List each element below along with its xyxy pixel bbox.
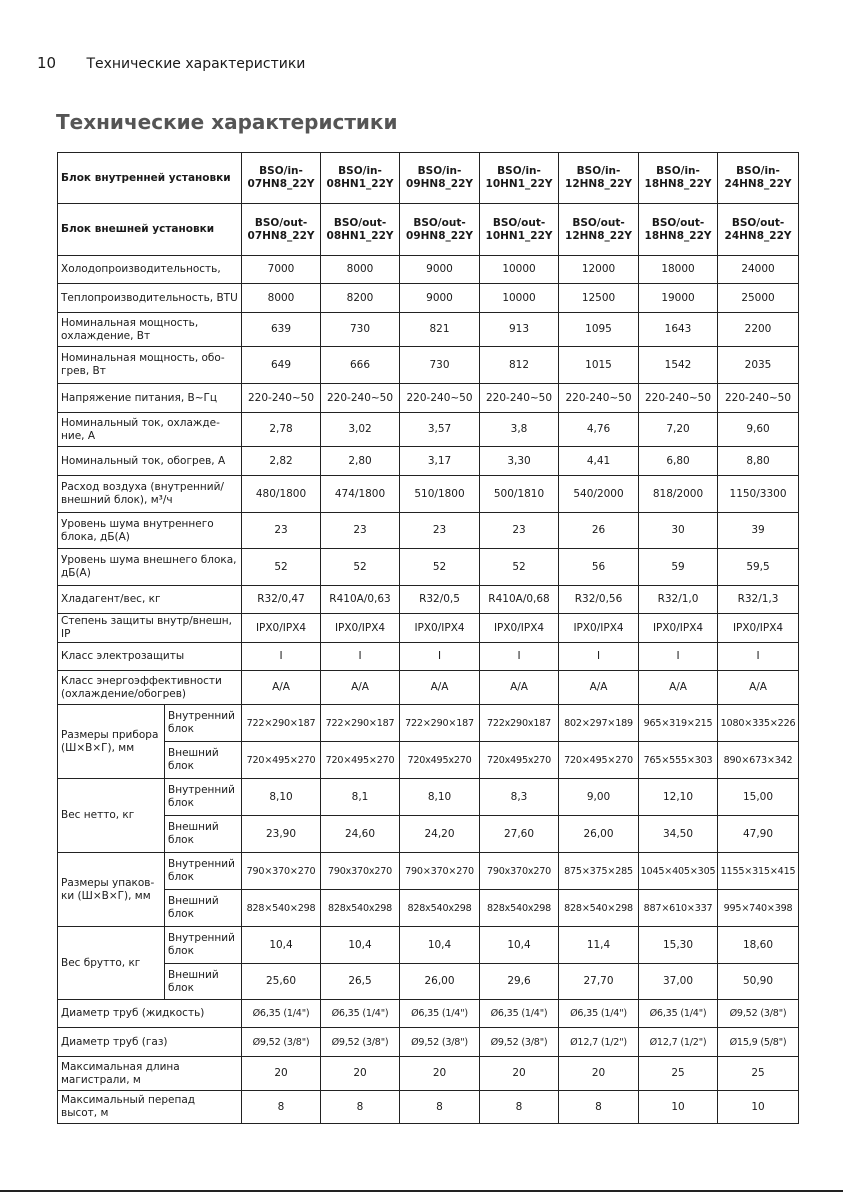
value-cell: 220-240~50 (242, 384, 321, 413)
value-cell: 828×540×298 (559, 890, 639, 927)
group-label: Вес нетто, кг (58, 779, 165, 853)
indoor-model-cell: BSO/in- 09HN8_22Y (400, 153, 480, 204)
value-cell: 220-240~50 (639, 384, 718, 413)
outdoor-model-cell: BSO/out- 12HN8_22Y (559, 204, 639, 256)
value-cell: 9000 (400, 256, 480, 284)
value-cell: 8,1 (321, 779, 400, 816)
value-cell: IPX0/IPX4 (559, 614, 639, 643)
group-row-outdoor (58, 816, 799, 853)
value-cell: 639 (242, 313, 321, 347)
value-cell: 25 (718, 1057, 799, 1091)
value-cell: 828×540×298 (242, 890, 321, 927)
spec-label: Уровень шума внешнего блока, дБ(А) (58, 549, 242, 586)
value-cell: 26,5 (321, 964, 400, 1000)
indoor-model-cell: BSO/in- 24HN8_22Y (718, 153, 799, 204)
value-cell: 8 (242, 1091, 321, 1124)
spec-label: Уровень шума внутреннего блока, дБ(А) (58, 513, 242, 549)
spec-label: Номинальная мощность, охлаждение, Вт (58, 313, 242, 347)
value-cell: 8,10 (400, 779, 480, 816)
value-cell: 828х540х298 (480, 890, 559, 927)
value-cell: 1150/3300 (718, 476, 799, 513)
value-cell: Ø12,7 (1/2") (639, 1028, 718, 1057)
spec-row (58, 384, 799, 413)
group-label: Вес брутто, кг (58, 927, 165, 1000)
value-cell: 9,60 (718, 413, 799, 447)
value-cell: I (639, 643, 718, 671)
value-cell: A/A (242, 671, 321, 705)
spec-label: Номинальный ток, обогрев, А (58, 447, 242, 476)
value-cell: 790х370х270 (480, 853, 559, 890)
value-cell: 9000 (400, 284, 480, 313)
value-cell: 47,90 (718, 816, 799, 853)
value-cell: Ø6,35 (1/4") (559, 1000, 639, 1028)
value-cell: 220-240~50 (718, 384, 799, 413)
value-cell: 10 (639, 1091, 718, 1124)
value-cell: 11,4 (559, 927, 639, 964)
value-cell: 3,02 (321, 413, 400, 447)
value-cell: 20 (400, 1057, 480, 1091)
spec-row (58, 447, 799, 476)
spec-label: Номинальный ток, охлажде- ние, А (58, 413, 242, 447)
indoor-model-cell: BSO/in- 07HN8_22Y (242, 153, 321, 204)
value-cell: 19000 (639, 284, 718, 313)
value-cell: IPX0/IPX4 (480, 614, 559, 643)
value-cell: 3,30 (480, 447, 559, 476)
value-cell: Ø15,9 (5/8") (718, 1028, 799, 1057)
spec-label: Хладагент/вес, кг (58, 586, 242, 614)
value-cell: Ø6,35 (1/4") (321, 1000, 400, 1028)
value-cell: A/A (400, 671, 480, 705)
spec-row (58, 1091, 799, 1124)
spec-label: Холодопроизводительность, (58, 256, 242, 284)
value-cell: 1095 (559, 313, 639, 347)
indoor-model-cell: BSO/in- 18HN8_22Y (639, 153, 718, 204)
indoor-unit-label: Блок внутренней установки (58, 153, 242, 204)
spec-label: Расход воздуха (внутренний/ внешний блок), м³/ч (58, 476, 242, 513)
value-cell: I (480, 643, 559, 671)
spec-row (58, 476, 799, 513)
value-cell: 10,4 (242, 927, 321, 964)
sub-label-outdoor: Внешний блок (165, 742, 242, 779)
value-cell: Ø6,35 (1/4") (639, 1000, 718, 1028)
sub-label-outdoor: Внешний блок (165, 964, 242, 1000)
value-cell: 995×740×398 (718, 890, 799, 927)
value-cell: 10000 (480, 284, 559, 313)
value-cell: 500/1810 (480, 476, 559, 513)
value-cell: I (718, 643, 799, 671)
spec-row (58, 1028, 799, 1057)
spec-label: Класс энергоэффективности (охлаждение/обогрев) (58, 671, 242, 705)
value-cell: R410A/0,68 (480, 586, 559, 614)
value-cell: IPX0/IPX4 (400, 614, 480, 643)
value-cell: 10,4 (480, 927, 559, 964)
section-name: Технические характеристики (86, 56, 306, 72)
value-cell: I (321, 643, 400, 671)
spec-label: Степень защиты внутр/внешн, IP (58, 614, 242, 643)
spec-row (58, 256, 799, 284)
value-cell: 56 (559, 549, 639, 586)
value-cell: 8,3 (480, 779, 559, 816)
outdoor-unit-label: Блок внешней установки (58, 204, 242, 256)
value-cell: 474/1800 (321, 476, 400, 513)
value-cell: 8 (321, 1091, 400, 1124)
value-cell: IPX0/IPX4 (321, 614, 400, 643)
value-cell: 20 (559, 1057, 639, 1091)
page-header (37, 54, 305, 72)
value-cell: 9,00 (559, 779, 639, 816)
value-cell: 8 (480, 1091, 559, 1124)
value-cell: IPX0/IPX4 (242, 614, 321, 643)
value-cell: 23,90 (242, 816, 321, 853)
value-cell: 828х540х298 (400, 890, 480, 927)
value-cell: 8 (559, 1091, 639, 1124)
value-cell: 220-240~50 (321, 384, 400, 413)
group-label: Размеры упаков- ки (Ш×В×Г), мм (58, 853, 165, 927)
value-cell: 2200 (718, 313, 799, 347)
spec-label: Максимальный перепад высот, м (58, 1091, 242, 1124)
value-cell: 1080×335×226 (718, 705, 799, 742)
sub-label-outdoor: Внешний блок (165, 816, 242, 853)
value-cell: 821 (400, 313, 480, 347)
value-cell: 52 (321, 549, 400, 586)
value-cell: I (242, 643, 321, 671)
value-cell: 730 (321, 313, 400, 347)
spec-row (58, 586, 799, 614)
value-cell: A/A (321, 671, 400, 705)
value-cell: 25 (639, 1057, 718, 1091)
value-cell: 12,10 (639, 779, 718, 816)
value-cell: 480/1800 (242, 476, 321, 513)
value-cell: Ø6,35 (1/4") (480, 1000, 559, 1028)
value-cell: 8,80 (718, 447, 799, 476)
value-cell: 7,20 (639, 413, 718, 447)
value-cell: 3,17 (400, 447, 480, 476)
indoor-model-cell: BSO/in- 10HN1_22Y (480, 153, 559, 204)
spec-row (58, 284, 799, 313)
outdoor-model-cell: BSO/out- 09HN8_22Y (400, 204, 480, 256)
value-cell: 26,00 (559, 816, 639, 853)
value-cell: 220-240~50 (559, 384, 639, 413)
sub-label-indoor: Внутренний блок (165, 705, 242, 742)
value-cell: 2,82 (242, 447, 321, 476)
value-cell: Ø9,52 (3/8") (480, 1028, 559, 1057)
value-cell: 720×495×270 (559, 742, 639, 779)
value-cell: 10000 (480, 256, 559, 284)
value-cell: 802×297×189 (559, 705, 639, 742)
value-cell: 25000 (718, 284, 799, 313)
value-cell: 2,78 (242, 413, 321, 447)
spec-row (58, 347, 799, 384)
group-label: Размеры прибора (Ш×В×Г), мм (58, 705, 165, 779)
value-cell: 3,8 (480, 413, 559, 447)
value-cell: 59,5 (718, 549, 799, 586)
value-cell: 790×370×270 (400, 853, 480, 890)
group-row-outdoor (58, 890, 799, 927)
value-cell: 20 (480, 1057, 559, 1091)
value-cell: 722х290х187 (480, 705, 559, 742)
value-cell: 1155×315×415 (718, 853, 799, 890)
value-cell: 887×610×337 (639, 890, 718, 927)
group-row-indoor (58, 779, 799, 816)
spec-label: Номинальная мощность, обо- грев, Вт (58, 347, 242, 384)
spec-row (58, 671, 799, 705)
value-cell: 18,60 (718, 927, 799, 964)
value-cell: 666 (321, 347, 400, 384)
spec-row (58, 1000, 799, 1028)
outdoor-model-cell: BSO/out- 07HN8_22Y (242, 204, 321, 256)
value-cell: Ø9,52 (3/8") (321, 1028, 400, 1057)
value-cell: R32/1,3 (718, 586, 799, 614)
spec-row (58, 413, 799, 447)
value-cell: 875×375×285 (559, 853, 639, 890)
value-cell: 25,60 (242, 964, 321, 1000)
value-cell: 2,80 (321, 447, 400, 476)
outdoor-model-cell: BSO/out- 18HN8_22Y (639, 204, 718, 256)
spec-row (58, 1057, 799, 1091)
value-cell: 10,4 (400, 927, 480, 964)
value-cell: 12000 (559, 256, 639, 284)
value-cell: A/A (559, 671, 639, 705)
value-cell: 26,00 (400, 964, 480, 1000)
value-cell: 790х370х270 (321, 853, 400, 890)
value-cell: 8,10 (242, 779, 321, 816)
value-cell: Ø9,52 (3/8") (242, 1028, 321, 1057)
value-cell: 37,00 (639, 964, 718, 1000)
value-cell: 965×319×215 (639, 705, 718, 742)
value-cell: 34,50 (639, 816, 718, 853)
value-cell: 7000 (242, 256, 321, 284)
value-cell: 1542 (639, 347, 718, 384)
group-row-indoor (58, 853, 799, 890)
group-row-outdoor (58, 964, 799, 1000)
value-cell: 722×290×187 (242, 705, 321, 742)
value-cell: 15,30 (639, 927, 718, 964)
value-cell: 8 (400, 1091, 480, 1124)
group-row-indoor (58, 705, 799, 742)
value-cell: 30 (639, 513, 718, 549)
value-cell: Ø9,52 (3/8") (718, 1000, 799, 1028)
value-cell: 12500 (559, 284, 639, 313)
value-cell: 27,60 (480, 816, 559, 853)
sub-label-indoor: Внутренний блок (165, 853, 242, 890)
value-cell: 15,00 (718, 779, 799, 816)
value-cell: 20 (242, 1057, 321, 1091)
value-cell: IPX0/IPX4 (718, 614, 799, 643)
outdoor-model-cell: BSO/out- 24HN8_22Y (718, 204, 799, 256)
value-cell: 50,90 (718, 964, 799, 1000)
spec-row (58, 313, 799, 347)
value-cell: Ø6,35 (1/4") (242, 1000, 321, 1028)
value-cell: 4,41 (559, 447, 639, 476)
value-cell: 720х495х270 (480, 742, 559, 779)
value-cell: Ø12,7 (1/2") (559, 1028, 639, 1057)
sub-label-indoor: Внутренний блок (165, 927, 242, 964)
value-cell: 27,70 (559, 964, 639, 1000)
value-cell: A/A (480, 671, 559, 705)
value-cell: 23 (242, 513, 321, 549)
value-cell: 23 (480, 513, 559, 549)
value-cell: 649 (242, 347, 321, 384)
value-cell: 8000 (321, 256, 400, 284)
value-cell: 220-240~50 (480, 384, 559, 413)
value-cell: 720×495×270 (242, 742, 321, 779)
value-cell: 24,60 (321, 816, 400, 853)
value-cell: 720х495х270 (400, 742, 480, 779)
value-cell: 790×370×270 (242, 853, 321, 890)
value-cell: 510/1800 (400, 476, 480, 513)
spec-label: Максимальная длина магистрали, м (58, 1057, 242, 1091)
value-cell: 722×290×187 (400, 705, 480, 742)
value-cell: R410A/0,63 (321, 586, 400, 614)
value-cell: 812 (480, 347, 559, 384)
value-cell: 52 (242, 549, 321, 586)
value-cell: 10,4 (321, 927, 400, 964)
value-cell: 1015 (559, 347, 639, 384)
value-cell: IPX0/IPX4 (639, 614, 718, 643)
value-cell: 828х540х298 (321, 890, 400, 927)
spec-row (58, 643, 799, 671)
value-cell: 765×555×303 (639, 742, 718, 779)
page-title: Технические характеристики (56, 110, 398, 134)
value-cell: A/A (639, 671, 718, 705)
outdoor-model-cell: BSO/out- 10HN1_22Y (480, 204, 559, 256)
group-row-outdoor (58, 742, 799, 779)
value-cell: 4,76 (559, 413, 639, 447)
outdoor-model-cell: BSO/out- 08HN1_22Y (321, 204, 400, 256)
value-cell: 29,6 (480, 964, 559, 1000)
spec-row (58, 614, 799, 643)
value-cell: 890×673×342 (718, 742, 799, 779)
value-cell: 1045×405×305 (639, 853, 718, 890)
value-cell: 18000 (639, 256, 718, 284)
value-cell: R32/0,5 (400, 586, 480, 614)
sub-label-indoor: Внутренний блок (165, 779, 242, 816)
value-cell: 913 (480, 313, 559, 347)
value-cell: Ø9,52 (3/8") (400, 1028, 480, 1057)
value-cell: 39 (718, 513, 799, 549)
spec-label: Диаметр труб (газ) (58, 1028, 242, 1057)
value-cell: 23 (400, 513, 480, 549)
value-cell: 730 (400, 347, 480, 384)
value-cell: 1643 (639, 313, 718, 347)
spec-label: Напряжение питания, В~Гц (58, 384, 242, 413)
spec-label: Диаметр труб (жидкость) (58, 1000, 242, 1028)
indoor-model-row (58, 153, 799, 204)
value-cell: 8000 (242, 284, 321, 313)
value-cell: 2035 (718, 347, 799, 384)
value-cell: 6,80 (639, 447, 718, 476)
value-cell: 3,57 (400, 413, 480, 447)
indoor-model-cell: BSO/in- 08HN1_22Y (321, 153, 400, 204)
value-cell: R32/1,0 (639, 586, 718, 614)
value-cell: 24000 (718, 256, 799, 284)
value-cell: R32/0,56 (559, 586, 639, 614)
spec-label: Класс электрозащиты (58, 643, 242, 671)
value-cell: I (400, 643, 480, 671)
value-cell: 722×290×187 (321, 705, 400, 742)
value-cell: Ø6,35 (1/4") (400, 1000, 480, 1028)
value-cell: 818/2000 (639, 476, 718, 513)
outdoor-model-row (58, 204, 799, 256)
specifications-table (57, 152, 799, 1124)
value-cell: 24,20 (400, 816, 480, 853)
value-cell: 540/2000 (559, 476, 639, 513)
value-cell: 52 (400, 549, 480, 586)
value-cell: 26 (559, 513, 639, 549)
value-cell: 59 (639, 549, 718, 586)
indoor-model-cell: BSO/in- 12HN8_22Y (559, 153, 639, 204)
value-cell: 10 (718, 1091, 799, 1124)
value-cell: 23 (321, 513, 400, 549)
value-cell: 720×495×270 (321, 742, 400, 779)
value-cell: I (559, 643, 639, 671)
page-number: 10 (37, 54, 57, 72)
spec-row (58, 513, 799, 549)
value-cell: 20 (321, 1057, 400, 1091)
value-cell: A/A (718, 671, 799, 705)
group-row-indoor (58, 927, 799, 964)
sub-label-outdoor: Внешний блок (165, 890, 242, 927)
value-cell: 52 (480, 549, 559, 586)
value-cell: R32/0,47 (242, 586, 321, 614)
value-cell: 8200 (321, 284, 400, 313)
spec-label: Теплопроизводительность, BTU (58, 284, 242, 313)
spec-row (58, 549, 799, 586)
value-cell: 220-240~50 (400, 384, 480, 413)
